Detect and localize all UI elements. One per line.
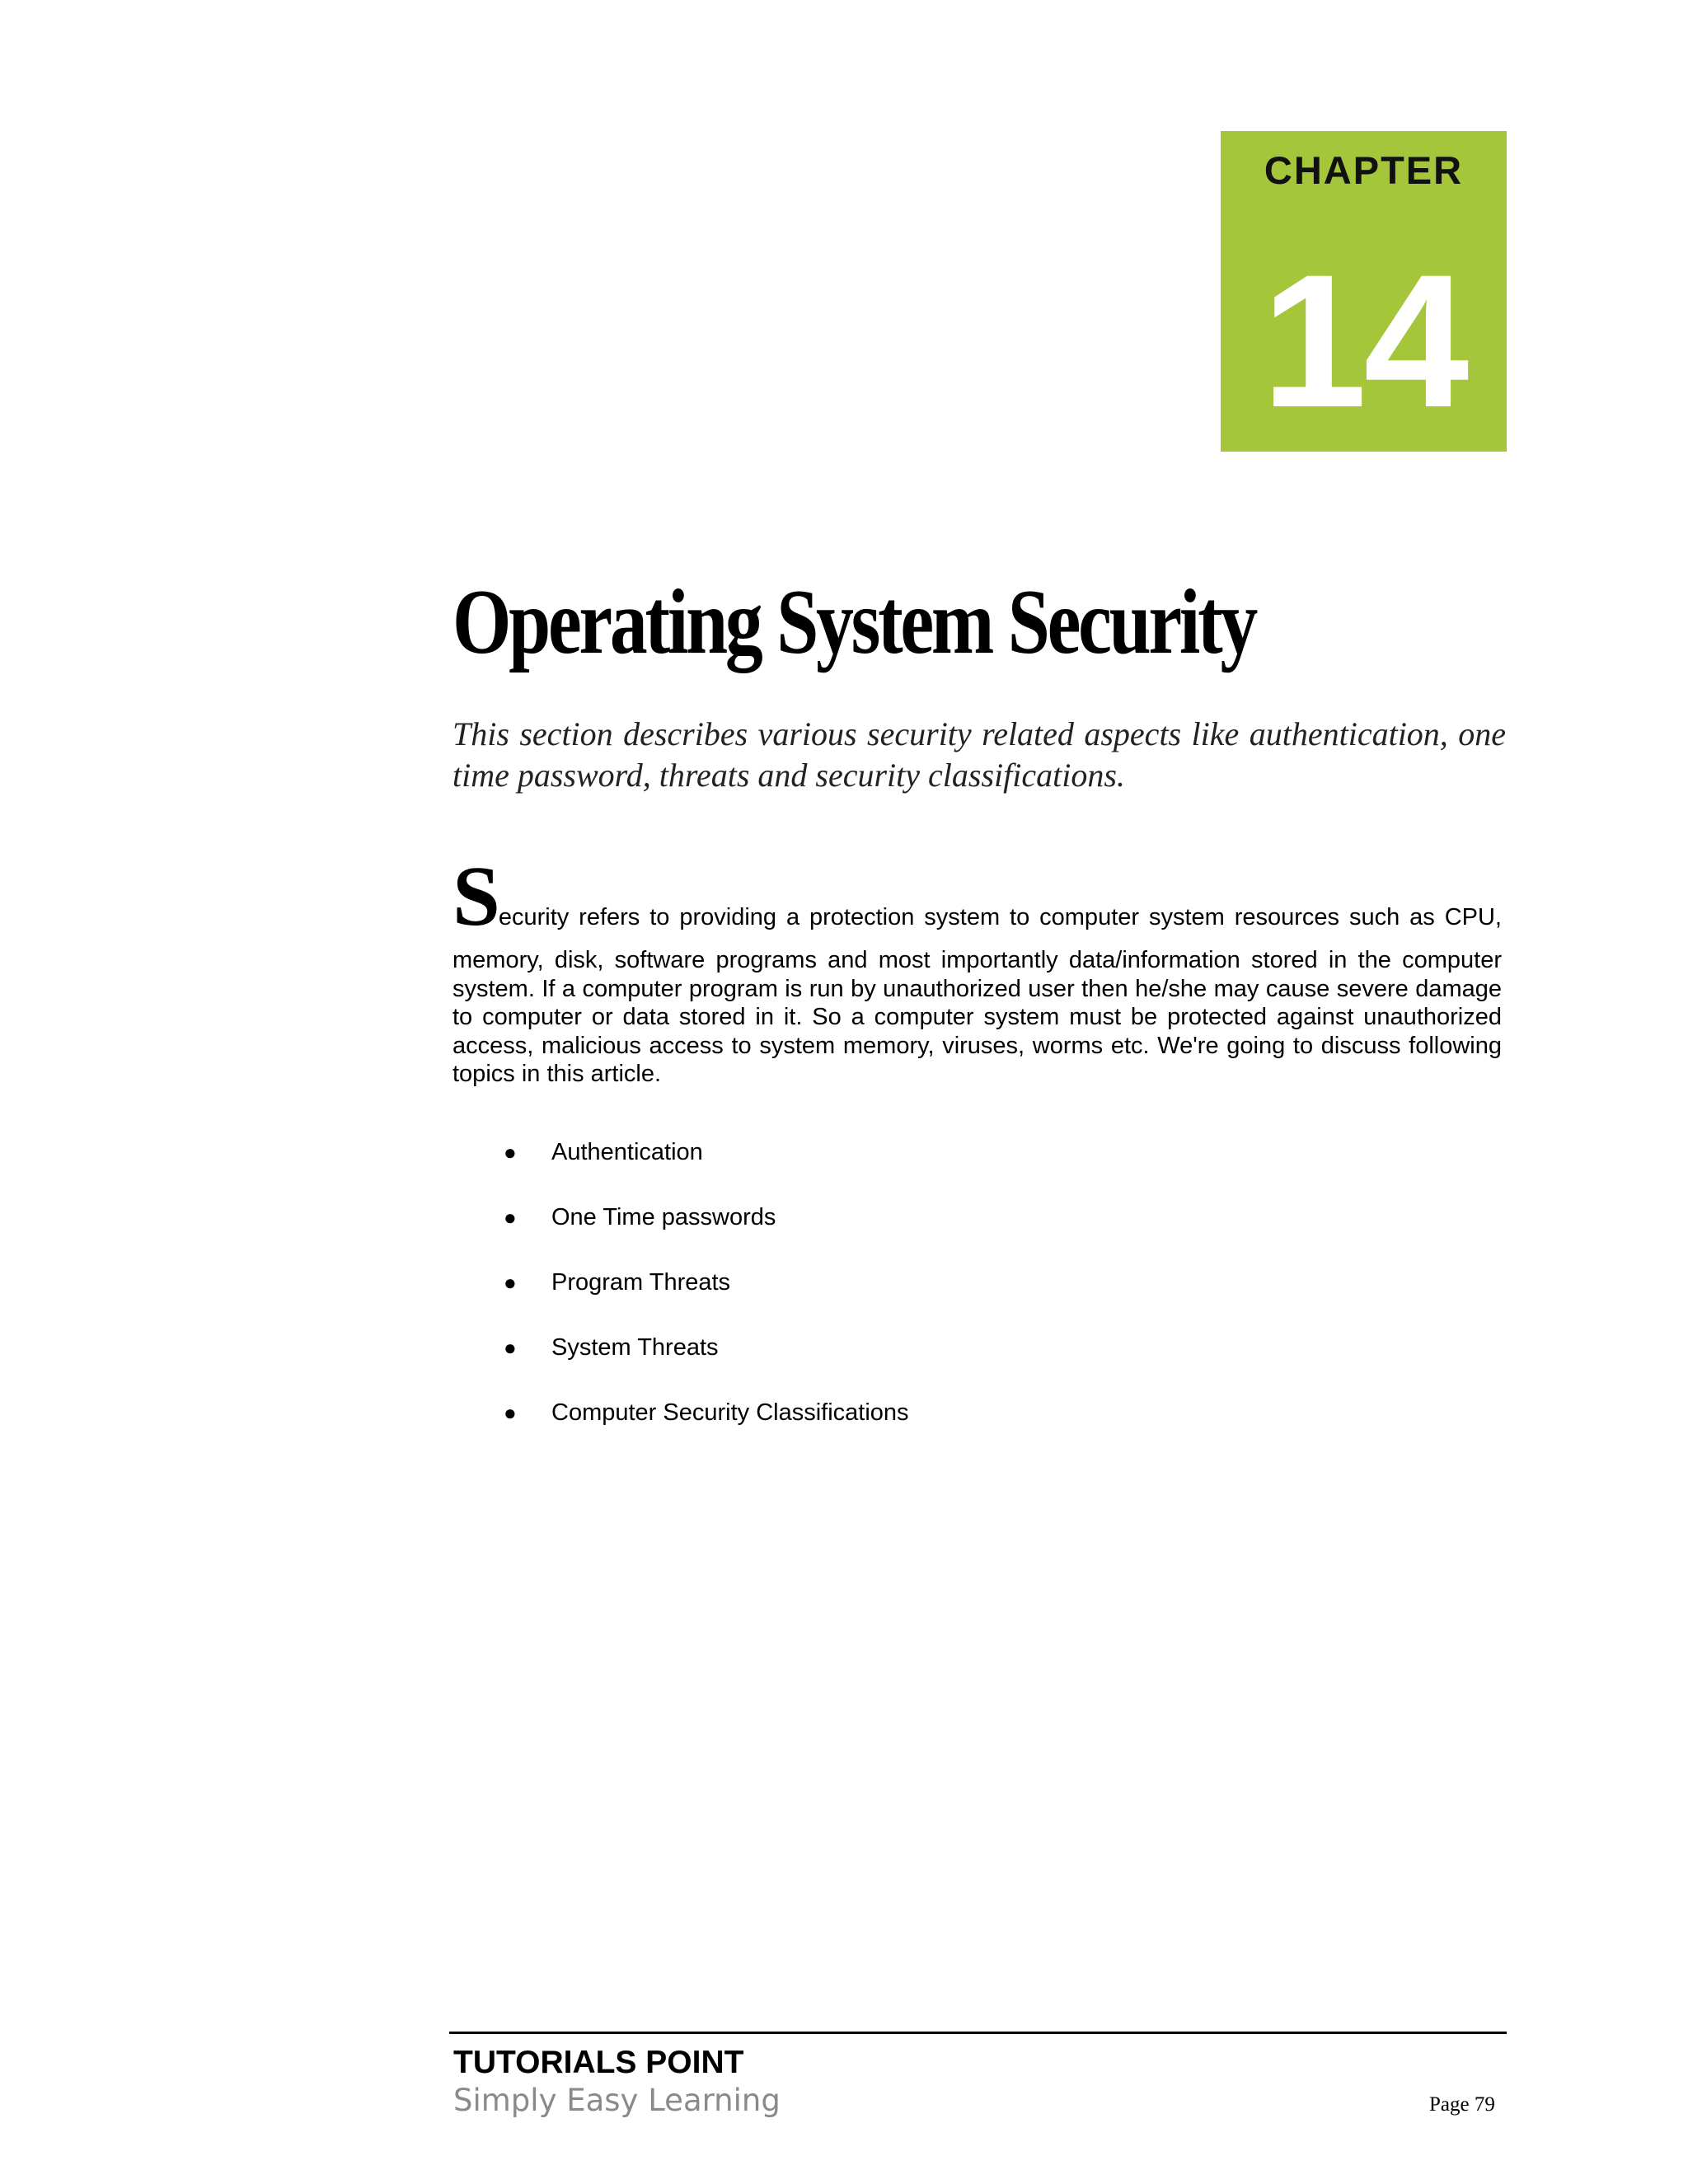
chapter-summary: This section describes various security related aspects like authentication, one time password, threats and security classifications.: [452, 715, 1506, 794]
bullet-icon: ●: [504, 1140, 517, 1165]
intro-first-line: [452, 849, 1502, 944]
chapter-label: CHAPTER: [1264, 148, 1464, 192]
list-item: [495, 1201, 1484, 1266]
topic-label: Authentication: [551, 1139, 703, 1165]
chapter-badge: [1221, 131, 1507, 452]
topic-label: Program Threats: [551, 1269, 731, 1296]
drop-cap: S: [452, 849, 499, 944]
intro-paragraph: [452, 849, 1502, 1089]
list-item: [495, 1136, 1484, 1201]
list-item: [495, 1266, 1484, 1331]
bullet-icon: ●: [504, 1335, 517, 1360]
page-number: Page 79: [1429, 2093, 1495, 2116]
chapter-number: 14: [1261, 235, 1466, 447]
bullet-icon: ●: [504, 1400, 517, 1425]
intro-first-line-text: ecurity refers to providing a protection system to computer system resources such as CPU,: [498, 904, 1502, 930]
bullet-icon: ●: [504, 1205, 517, 1230]
topic-label: Computer Security Classifications: [551, 1399, 909, 1426]
bullet-icon: ●: [504, 1270, 517, 1295]
page-title: Operating System Security: [452, 571, 1256, 673]
list-item: [495, 1331, 1484, 1396]
footer-brand: TUTORIALS POINT: [453, 2045, 744, 2080]
intro-body-text: memory, disk, software programs and most importantly data/information stored in the computer system. If a computer program is run by unauthorized user then he/she may cause severe damage to computer or data stored in it. So a computer system must be protected against unauthorized access, malicious access to system memory, viruses, worms etc. We're going to discuss following topics in this article.: [452, 947, 1502, 1087]
list-item: [495, 1396, 1484, 1461]
topic-label: One Time passwords: [551, 1204, 776, 1230]
topic-label: System Threats: [551, 1334, 719, 1361]
footer-divider: [449, 2032, 1507, 2034]
topic-list: [495, 1136, 1484, 1461]
footer-tagline: Simply Easy Learning: [453, 2083, 781, 2118]
